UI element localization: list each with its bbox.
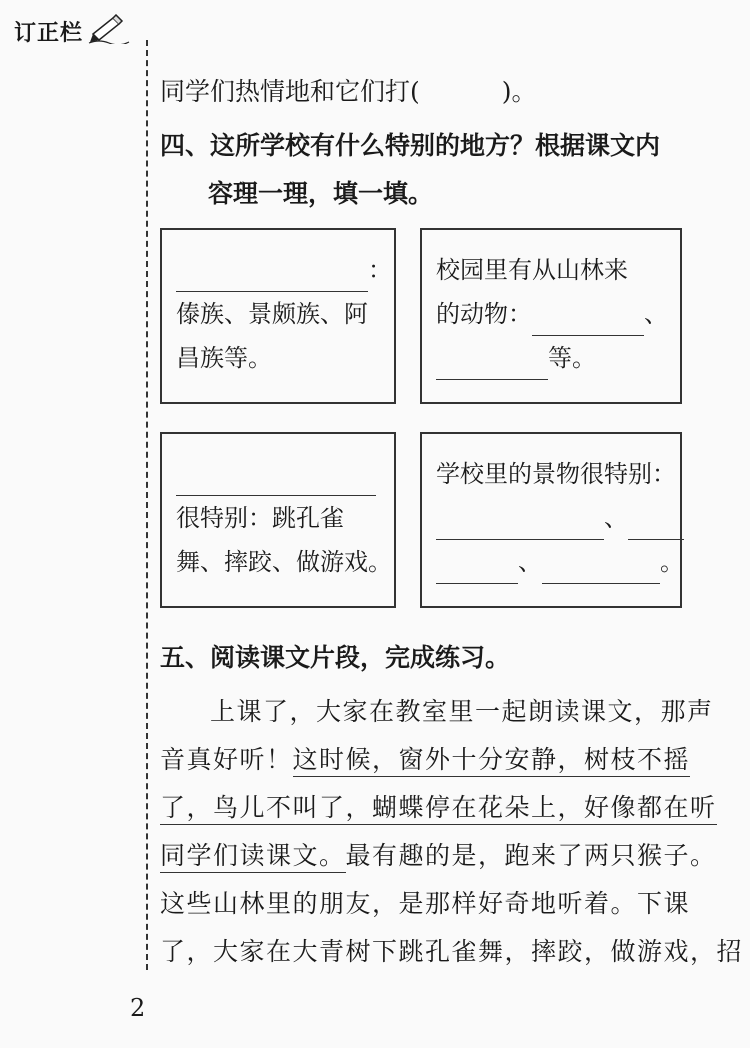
answer-box-people: ： 傣族、景颇族、阿 昌族等。	[160, 228, 396, 404]
box-text: 舞、摔跤、做游戏。	[176, 548, 392, 576]
answer-blank[interactable]	[628, 509, 684, 540]
sentence-end: )。	[501, 77, 537, 106]
passage-line: 音真好听！这时候，窗外十分安静，树枝不摇	[160, 736, 708, 784]
correction-column-title: 订正栏	[14, 20, 84, 46]
box-text: 很特别：跳孔雀	[176, 504, 344, 532]
sentence-text: 同学们热情地和它们打(	[160, 77, 420, 106]
question-5-title: 五、阅读课文片段，完成练习。	[160, 643, 511, 672]
question-4-title-cont: 容理一理，填一填。	[208, 179, 434, 208]
fill-in-sentence	[160, 72, 708, 112]
passage-line: 上课了，大家在教室里一起朗读课文，那声	[210, 697, 714, 726]
box-text: 傣族、景颇族、阿	[176, 300, 368, 328]
answer-box-scenery: 学校里的景物很特别： 、 、 。	[420, 432, 682, 608]
answer-box-activities	[160, 432, 396, 608]
underlined-sentence: 了，鸟儿不叫了，蝴蝶停在花朵上，好像都在听	[160, 793, 717, 825]
box-text: 校园里有从山林来	[436, 256, 628, 284]
answer-blank[interactable]	[532, 305, 644, 336]
correction-column-header	[14, 14, 131, 48]
passage-line: 了，大家在大青树下跳孔雀舞，摔跤，做游戏，招	[160, 937, 744, 966]
passage-line: 这些山林里的朋友，是那样好奇地听着。下课	[160, 889, 691, 918]
underlined-sentence: 同学们读课文。	[160, 841, 346, 873]
reading-passage	[160, 688, 744, 976]
box-text: 学校里的景物很特别：	[436, 460, 676, 488]
passage-line	[160, 784, 717, 832]
worksheet-content	[160, 72, 744, 976]
page-number: 2	[130, 994, 146, 1022]
answer-blank[interactable]	[436, 509, 604, 540]
answer-blank[interactable]	[176, 465, 376, 496]
question-4-title: 四、这所学校有什么特别的地方？根据课文内	[160, 131, 661, 160]
pencil-icon	[87, 14, 131, 48]
passage-line: 同学们读课文。最有趣的是，跑来了两只猴子。	[160, 832, 708, 880]
answer-blank[interactable]	[176, 261, 368, 292]
answer-box-animals: 校园里有从山林来 的动物： 、 等。	[420, 228, 682, 404]
question-4-boxes	[160, 228, 708, 618]
correction-margin-divider	[146, 40, 148, 970]
answer-blank[interactable]	[436, 553, 518, 584]
answer-blank[interactable]	[436, 349, 548, 380]
answer-blank[interactable]	[542, 553, 660, 584]
box-text: 昌族等。	[176, 344, 272, 372]
underlined-sentence: 这时候，窗外十分安静，树枝不摇	[293, 745, 691, 777]
